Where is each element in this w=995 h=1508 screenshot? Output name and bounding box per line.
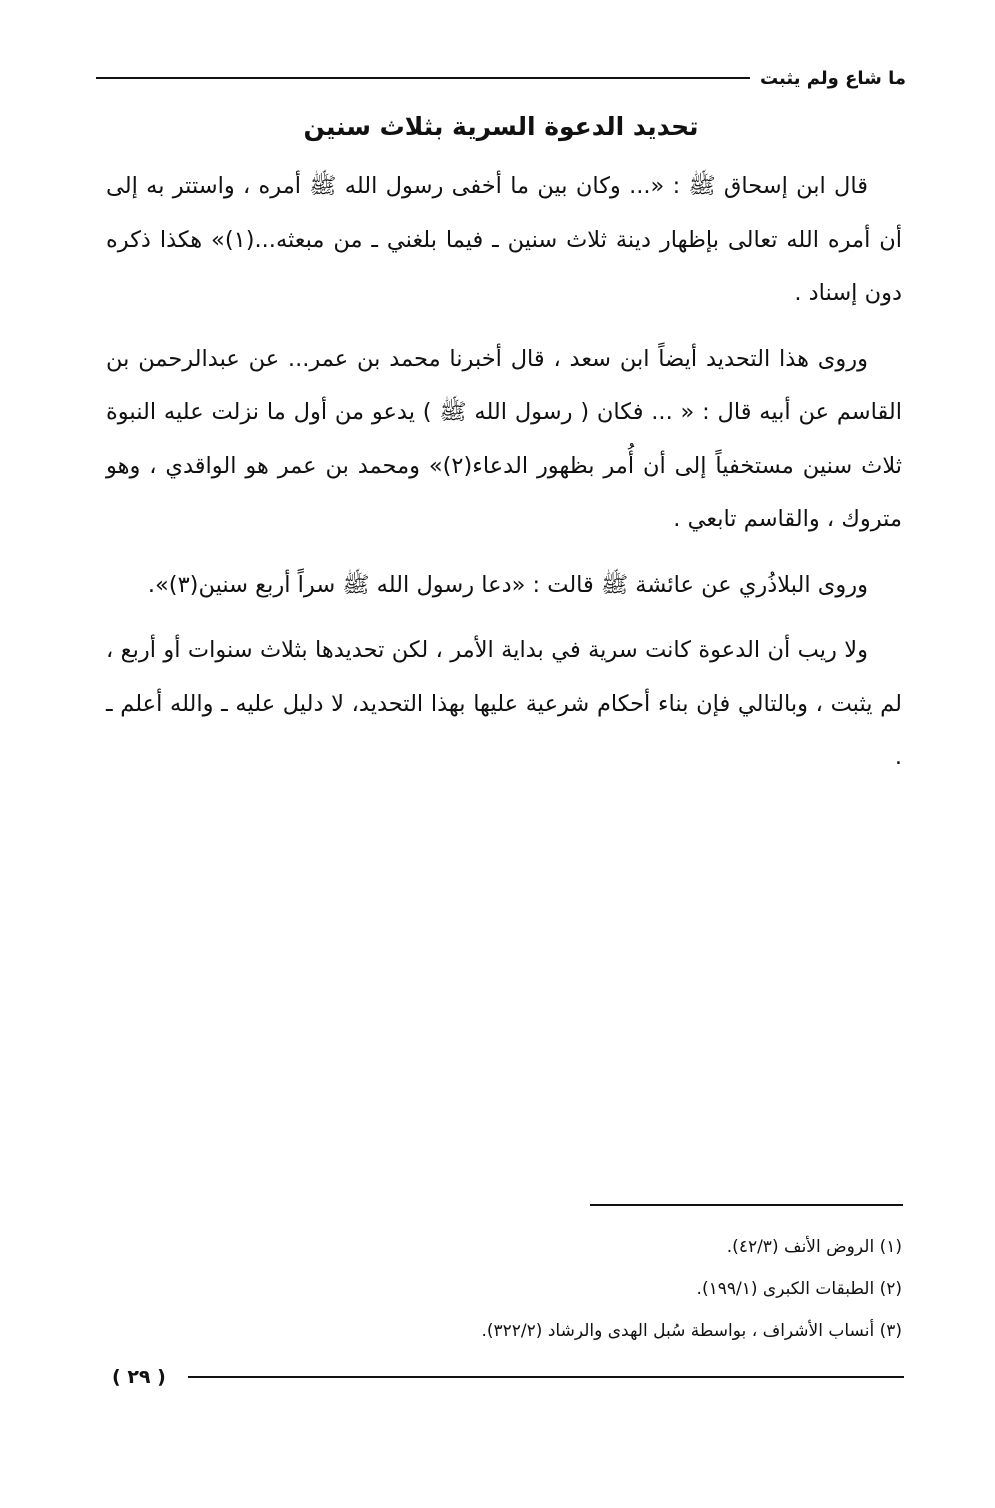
header-rule <box>96 77 750 79</box>
paragraph-1: قال ابن إسحاق ﷺ : «... وكان بين ما أخفى رسول الله ﷺ أمره ، واستتر به إلى أن أمره الله تعالى بإظهار دينة ثلاث سنين ـ فيما بلغني ـ من مبعثه...(١)» هكذا ذكره دون إسناد . <box>106 173 902 306</box>
footnote-1: (١) الروض الأنف (٤٢/٣). <box>726 1237 902 1257</box>
page-footer <box>112 1362 904 1392</box>
footnote-3: (٣) أنساب الأشراف ، بواسطة سُبل الهدى والرشاد (٣٢٢/٢). <box>481 1321 902 1341</box>
footnote-2: (٢) الطبقات الكبرى (١٩٩/١). <box>696 1279 902 1299</box>
running-header <box>96 64 906 92</box>
running-header-title: ما شاع ولم يثبت <box>759 67 906 89</box>
body-text <box>106 160 902 797</box>
footnote-separator <box>590 1204 903 1206</box>
paragraph-3: وروى البلاذُري عن عائشة ﷺ قالت : «دعا رسول الله ﷺ سراً أربع سنين(٣)». <box>147 571 868 598</box>
section-heading: تحديد الدعوة السرية بثلاث سنين <box>303 112 699 141</box>
paragraph-4: ولا ريب أن الدعوة كانت سرية في بداية الأمر ، لكن تحديدها بثلاث سنوات أو أربع ، لم يثبت ، وبالتالي فإن بناء أحكام شرعية عليها بهذا التحديد، لا دليل عليه ـ والله أعلم ـ . <box>106 637 902 770</box>
footnotes <box>380 1226 902 1352</box>
paragraph-2: وروى هذا التحديد أيضاً ابن سعد ، قال أخبرنا محمد بن عمر... عن عبدالرحمن بن القاسم عن أبيه قال : « ... فكان ( رسول الله ﷺ ) يدعو من أول ما نزلت عليه النبوة ثلاث سنين مستخفياً إلى أن أُمر بظهور الدعاء(٢)» ومحمد بن عمر هو الواقدي ، وهو متروك ، والقاسم تابعي . <box>106 345 902 532</box>
footer-rule <box>188 1376 904 1378</box>
page-number: ( ٢٩ ) <box>112 1366 166 1388</box>
